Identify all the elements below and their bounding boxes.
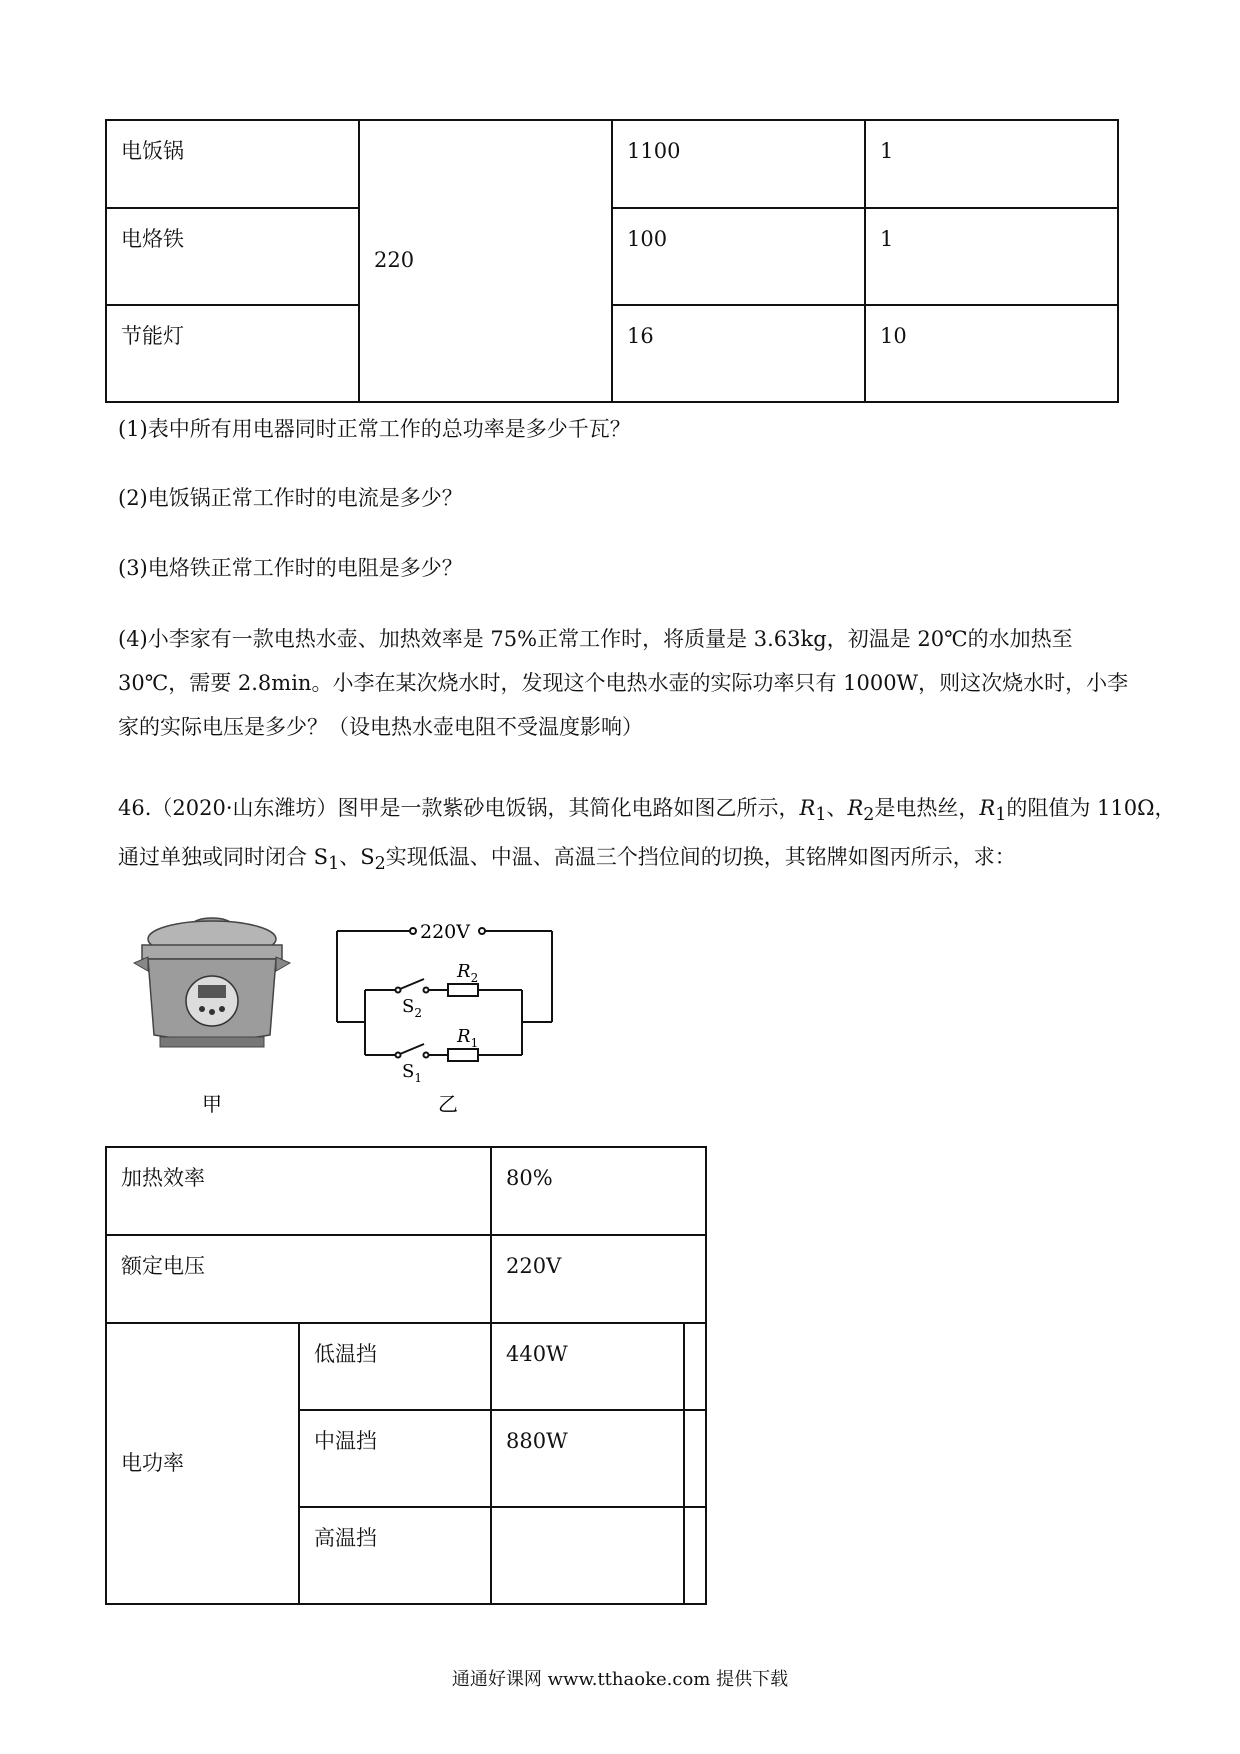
count-cell: 1	[865, 120, 1118, 208]
voltage-label: 额定电压	[106, 1235, 491, 1323]
appliance-table	[105, 119, 1119, 403]
appliance-name-cell: 节能灯	[106, 305, 359, 402]
count-cell: 10	[865, 305, 1118, 402]
question-3: (3)电烙铁正常工作时的电阻是多少？	[118, 556, 463, 580]
rice-cooker-image	[130, 905, 290, 1055]
page-footer: 通通好课网 www.tthaoke.com 提供下载	[451, 1669, 789, 1690]
figure-label-yi: 乙	[438, 1092, 458, 1116]
count-cell: 1	[865, 208, 1118, 305]
power-label: 电功率	[106, 1323, 299, 1604]
figure-svg	[130, 905, 580, 1120]
question-2: (2)电饭锅正常工作时的电流是多少？	[118, 486, 463, 510]
efficiency-label: 加热效率	[106, 1147, 491, 1235]
appliance-name-cell: 电烙铁	[106, 208, 359, 305]
power-cell: 100	[612, 208, 865, 305]
s1-label: $S_1$	[402, 1061, 422, 1085]
level-value: 440W	[491, 1323, 684, 1410]
appliance-name-cell: 电饭锅	[106, 120, 359, 208]
efficiency-value: 80%	[491, 1147, 706, 1235]
level-value	[491, 1507, 684, 1604]
blank-cell	[684, 1323, 706, 1410]
level-name: 低温挡	[299, 1323, 491, 1410]
problem-46-line2: 通过单独或同时闭合 $S_1$、$S_2$实现低温、中温、高温三个挡位间的切换，其铭牌如图丙所示，求：	[118, 845, 1016, 875]
question-4: (4)小李家有一款电热水壶、加热效率是 75%正常工作时，将质量是 3.63kg，初温是 20℃的水加热至 30℃，需要 2.8min。小李在某次烧水时，发现这个电热水壶的实际功率只有 1000W，则这次烧水时，小李家的实际电压是多少？（设电热水壶电阻不受温度影响）	[118, 627, 1129, 739]
voltage-cell: 220	[359, 120, 612, 402]
r1-label: $R_1$	[457, 1026, 479, 1050]
level-name: 高温挡	[299, 1507, 491, 1604]
blank-cell	[684, 1507, 706, 1604]
level-name: 中温挡	[299, 1410, 491, 1507]
problem-46-line1: 46.（2020·山东潍坊）图甲是一款紫砂电饭锅，其简化电路如图乙所示，$R_1$、$R_2$是电热丝，$R_1$的阻值为 110Ω，	[118, 796, 1176, 826]
power-cell: 16	[612, 305, 865, 402]
circuit-diagram	[337, 928, 552, 1061]
figure-area	[130, 905, 580, 1120]
power-cell: 1100	[612, 120, 865, 208]
circuit-voltage-label: 220V	[420, 921, 470, 943]
level-value: 880W	[491, 1410, 684, 1507]
blank-cell	[684, 1410, 706, 1507]
voltage-value: 220V	[491, 1235, 706, 1323]
figure-label-jia: 甲	[202, 1092, 222, 1116]
r2-label: $R_2$	[457, 961, 479, 985]
question-1: (1)表中所有用电器同时正常工作的总功率是多少千瓦？	[118, 417, 631, 441]
nameplate-table	[105, 1146, 707, 1605]
s2-label: $S_2$	[402, 996, 422, 1020]
